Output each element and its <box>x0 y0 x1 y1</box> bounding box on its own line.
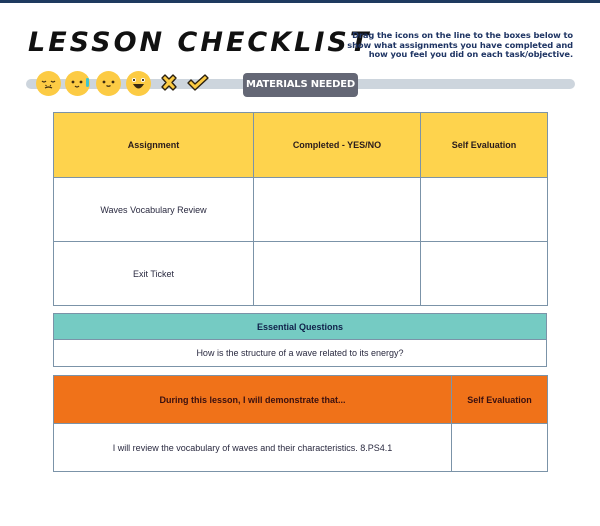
self-evaluation-column-header: Self Evaluation <box>421 113 548 178</box>
instructions-text: Drag the icons on the line to the boxes below to show what assignments you have completed and how you feel you did on each task/objective. <box>347 30 573 60</box>
table-row <box>54 178 548 242</box>
x-mark-icon[interactable] <box>158 72 180 94</box>
completed-drop-box[interactable] <box>254 178 421 242</box>
assignment-cell: Waves Vocabulary Review <box>54 178 254 242</box>
neutral-face-icon[interactable] <box>96 71 121 96</box>
top-rule <box>0 0 600 3</box>
assignments-header-row <box>54 113 548 178</box>
essential-questions-table <box>53 313 547 367</box>
table-row <box>54 242 548 306</box>
essential-question-text: How is the structure of a wave related to its energy? <box>54 340 547 367</box>
page-title: LESSON CHECKLIST <box>28 27 372 58</box>
objectives-header-row <box>54 376 548 424</box>
happy-face-icon[interactable] <box>126 71 151 96</box>
check-mark-icon[interactable] <box>186 72 208 94</box>
completed-column-header: Completed - YES/NO <box>254 113 421 178</box>
objective-column-header: During this lesson, I will demonstrate that... <box>54 376 452 424</box>
self-evaluation-drop-box[interactable] <box>421 178 548 242</box>
completed-drop-box[interactable] <box>254 242 421 306</box>
self-evaluation-drop-box[interactable] <box>452 424 548 472</box>
assignment-column-header: Assignment <box>54 113 254 178</box>
essential-questions-header: Essential Questions <box>54 314 547 340</box>
self-evaluation-column-header: Self Evaluation <box>452 376 548 424</box>
table-row <box>54 424 548 472</box>
self-evaluation-drop-box[interactable] <box>421 242 548 306</box>
objectives-table <box>53 375 548 472</box>
assignment-cell: Exit Ticket <box>54 242 254 306</box>
objective-cell: I will review the vocabulary of waves and their characteristics. 8.PS4.1 <box>54 424 452 472</box>
assignments-table <box>53 112 548 306</box>
sad-face-icon[interactable] <box>36 71 61 96</box>
materials-needed-button[interactable]: MATERIALS NEEDED <box>243 73 358 97</box>
nervous-face-icon[interactable] <box>65 71 90 96</box>
